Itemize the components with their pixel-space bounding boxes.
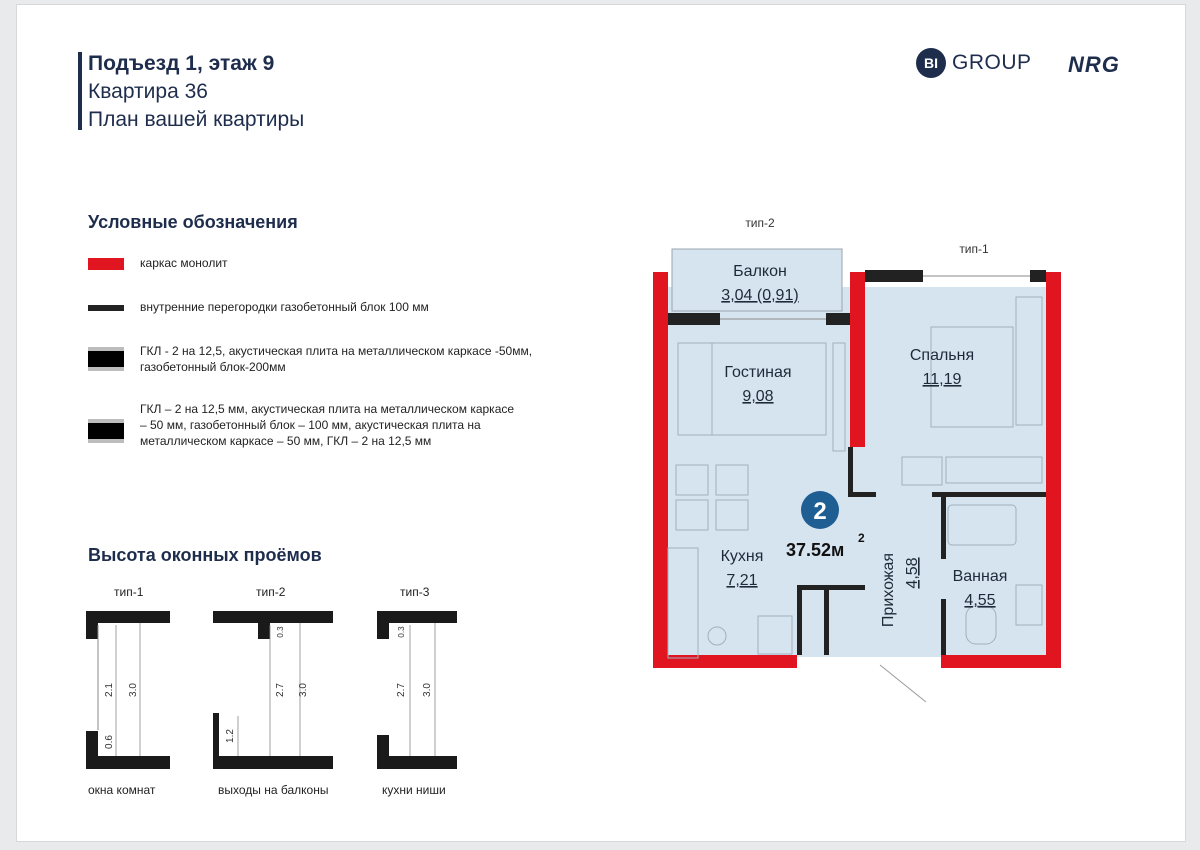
entrance-door <box>880 665 926 702</box>
room-hall-name: Прихожая <box>880 552 897 628</box>
monolith-wall-right <box>1046 272 1061 668</box>
room-bedroom-area: 11,19 <box>922 371 962 388</box>
partition <box>668 313 720 325</box>
room-balcony-area: 3,04 (0,91) <box>721 287 799 304</box>
dim-label: 2.7 <box>396 683 407 697</box>
partition <box>797 585 802 655</box>
windows-title: Высота оконных проёмов <box>88 545 322 565</box>
apartment-number: Квартира 36 <box>88 80 208 103</box>
dim-label: 0.3 <box>397 626 406 638</box>
window-type1-caption: окна комнат <box>88 783 156 797</box>
partition <box>941 497 946 559</box>
monolith-wall-bottom-left <box>653 655 797 668</box>
dim-label: 1.2 <box>225 729 236 743</box>
monolith-wall-left <box>653 272 668 668</box>
room-living-area: 9,08 <box>742 388 774 405</box>
window-type3-caption: кухни ниши <box>382 783 446 797</box>
room-bath-name: Ванная <box>952 568 1008 585</box>
room-hall-area: 4,58 <box>904 557 921 589</box>
window-type3-label: тип-3 <box>400 585 430 599</box>
partition <box>797 585 865 590</box>
window-type2-label: тип-2 <box>256 585 286 599</box>
bi-badge: BI <box>916 48 946 78</box>
dim-label: 0.3 <box>276 626 285 638</box>
room-bedroom-name: Спальня <box>909 347 975 364</box>
legend-text: каркас монолит <box>140 256 228 270</box>
window-tag-balcony: тип-2 <box>745 216 775 230</box>
partition <box>865 270 923 282</box>
nrg-logo: NRG <box>1068 52 1120 77</box>
window-type1-label: тип-1 <box>114 585 144 599</box>
monolith-wall-center <box>850 272 865 447</box>
dim-label: 3.0 <box>298 683 309 697</box>
dim-label: 2.7 <box>275 683 286 697</box>
legend-text: внутренние перегородки газобетонный блок 100 мм <box>140 300 429 314</box>
bi-word: GROUP <box>952 51 1032 74</box>
total-area: 37.52м <box>786 540 845 560</box>
partition <box>1030 270 1046 282</box>
legend-text: ГКЛ - 2 на 12,5, акустическая плита на металлическом каркасе -50мм, газобетонный блок-200мм <box>140 344 533 374</box>
partition <box>848 447 853 497</box>
dim-label: 2.1 <box>104 683 115 697</box>
window-tag-bedroom: тип-1 <box>959 242 989 256</box>
room-balcony-name: Балкон <box>733 263 787 280</box>
dim-label: 3.0 <box>422 683 433 697</box>
total-area-unit-sup: 2 <box>858 531 865 545</box>
room-bath-area: 4,55 <box>964 592 996 609</box>
legend-title: Условные обозначения <box>88 212 298 232</box>
partition <box>941 599 946 655</box>
room-count: 2 <box>813 498 827 525</box>
plan-subtitle: План вашей квартиры <box>88 108 305 131</box>
partition <box>932 492 1046 497</box>
partition <box>848 492 876 497</box>
partition <box>826 313 850 325</box>
dim-label: 0.6 <box>104 735 115 749</box>
entrance-floor: Подъезд 1, этаж 9 <box>88 52 275 75</box>
dim-label: 3.0 <box>128 683 139 697</box>
monolith-wall-bottom-right <box>941 655 1061 668</box>
room-kitchen-name: Кухня <box>720 548 764 565</box>
partition <box>824 585 829 655</box>
legend-text: ГКЛ – 2 на 12,5 мм, акустическая плита на металлическом каркасе – 50 мм, газобетонный блок – 100 мм, акустическая плита на металлическом каркасе – 50 мм, ГКЛ – 2 на 12,5 мм <box>140 402 515 448</box>
room-living-name: Гостиная <box>724 364 792 381</box>
window-type2-caption: выходы на балконы <box>218 783 329 797</box>
room-kitchen-area: 7,21 <box>726 572 758 589</box>
